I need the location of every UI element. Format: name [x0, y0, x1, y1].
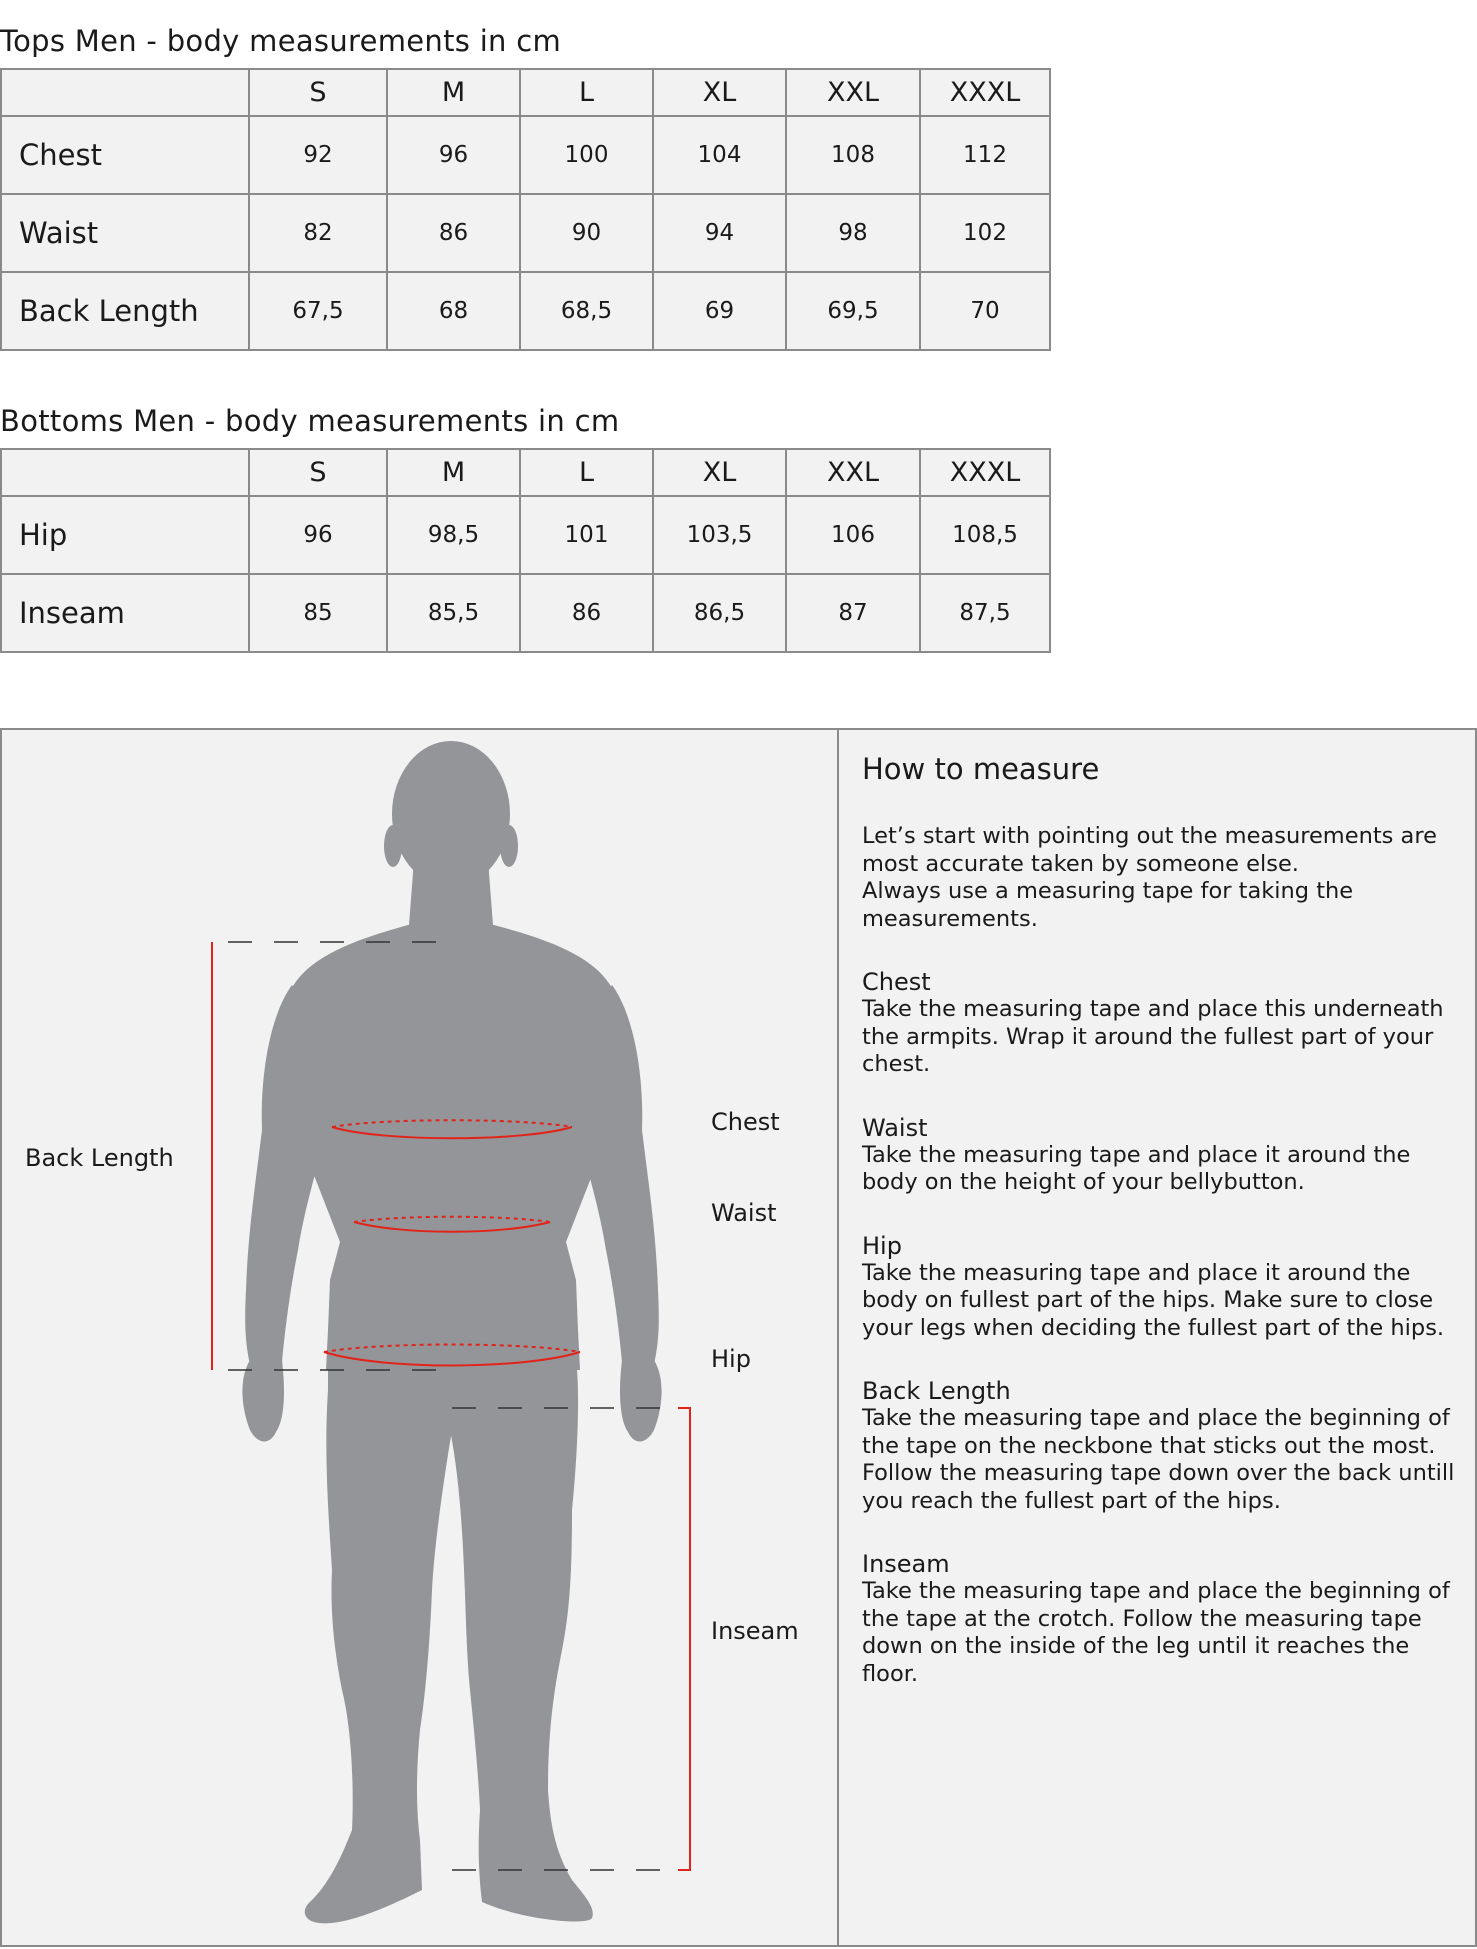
table-cell: 96	[387, 116, 520, 194]
table-cell: 86	[387, 194, 520, 272]
row-label: Inseam	[1, 574, 249, 652]
table-cell: 85,5	[387, 574, 520, 652]
row-label: Waist	[1, 194, 249, 272]
tops-size-table	[0, 68, 1051, 351]
size-header: L	[520, 69, 653, 116]
size-header: XXL	[786, 449, 920, 496]
section-heading: Hip	[862, 1231, 902, 1260]
size-header: XXXL	[920, 449, 1050, 496]
section-heading: Inseam	[862, 1550, 950, 1578]
intro-line: Always use a measuring tape for taking the measurements.	[862, 878, 1354, 932]
table-cell: 103,5	[653, 496, 786, 574]
body-figure-panel	[0, 728, 839, 1947]
table-cell: 68,5	[520, 272, 653, 350]
intro-line: Let’s start with pointing out the measurements are most accurate taken by someone else.	[862, 823, 1437, 877]
section-text: Take the measuring tape and place this underneath the armpits. Wrap it around the fullest part of your chest.	[862, 996, 1444, 1077]
back-length-label: Back Length	[25, 1144, 174, 1172]
table-cell: 85	[249, 574, 387, 652]
size-header: M	[387, 69, 520, 116]
inseam-label: Inseam	[711, 1617, 799, 1645]
table-cell: 96	[249, 496, 387, 574]
section-heading: Waist	[862, 1113, 928, 1142]
bottoms-table-title: Bottoms Men - body measurements in cm	[0, 404, 620, 438]
section-text: Take the measuring tape and place the beginning of the tape on the neckbone that sticks out the most. Follow the measuring tape down over the back untill you reach the fullest part of the hips.	[862, 1405, 1455, 1514]
table-cell: 86,5	[653, 574, 786, 652]
table-row	[1, 496, 1050, 574]
table-cell: 87,5	[920, 574, 1050, 652]
table-cell: 69	[653, 272, 786, 350]
table-cell: 98	[786, 194, 920, 272]
how-to-measure-body	[862, 823, 1462, 1723]
section-text: Take the measuring tape and place the beginning of the tape at the crotch. Follow the measuring tape down on the inside of the leg until it reaches the floor.	[862, 1578, 1450, 1687]
table-cell: 100	[520, 116, 653, 194]
section-heading: Back Length	[862, 1377, 1011, 1405]
body-silhouette-figure	[2, 730, 837, 1945]
bottoms-size-table	[0, 448, 1051, 653]
waist-label: Waist	[711, 1199, 777, 1227]
table-row	[1, 194, 1050, 272]
table-row	[1, 574, 1050, 652]
table-cell: 90	[520, 194, 653, 272]
table-cell: 86	[520, 574, 653, 652]
table-cell: 98,5	[387, 496, 520, 574]
table-cell: 70	[920, 272, 1050, 350]
table-cell: 92	[249, 116, 387, 194]
table-cell: 69,5	[786, 272, 920, 350]
size-header: S	[249, 69, 387, 116]
table-cell: 68	[387, 272, 520, 350]
table-cell: 112	[920, 116, 1050, 194]
section-text: Take the measuring tape and place it around the body on fullest part of the hips. Make sure to close your legs when deciding the fullest part of the hips.	[862, 1259, 1445, 1341]
size-header: S	[249, 449, 387, 496]
table-cell: 102	[920, 194, 1050, 272]
intro-paragraph	[862, 823, 1462, 933]
row-label: Chest	[1, 116, 249, 194]
section-text: Take the measuring tape and place it around the body on the height of your bellybutton.	[862, 1141, 1411, 1195]
corner-cell	[1, 69, 249, 116]
size-header: L	[520, 449, 653, 496]
hip-label: Hip	[711, 1345, 751, 1373]
size-header: XXXL	[920, 69, 1050, 116]
size-header: XXL	[786, 69, 920, 116]
tops-table-title: Tops Men - body measurements in cm	[0, 24, 562, 58]
table-cell: 106	[786, 496, 920, 574]
table-cell: 94	[653, 194, 786, 272]
table-row	[1, 272, 1050, 350]
body-silhouette	[242, 741, 661, 1923]
chest-label: Chest	[711, 1108, 780, 1136]
table-cell: 104	[653, 116, 786, 194]
table-header-row	[1, 69, 1050, 116]
corner-cell	[1, 449, 249, 496]
table-header-row	[1, 449, 1050, 496]
table-cell: 82	[249, 194, 387, 272]
table-cell: 101	[520, 496, 653, 574]
table-cell: 87	[786, 574, 920, 652]
how-to-measure-panel	[837, 728, 1477, 1947]
row-label: Hip	[1, 496, 249, 574]
table-row	[1, 116, 1050, 194]
row-label: Back Length	[1, 272, 249, 350]
table-cell: 67,5	[249, 272, 387, 350]
size-header: XL	[653, 69, 786, 116]
table-cell: 108	[786, 116, 920, 194]
section-heading: Chest	[862, 968, 931, 996]
size-header: XL	[653, 449, 786, 496]
how-to-measure-title: How to measure	[862, 752, 1100, 786]
size-header: M	[387, 449, 520, 496]
table-cell: 108,5	[920, 496, 1050, 574]
